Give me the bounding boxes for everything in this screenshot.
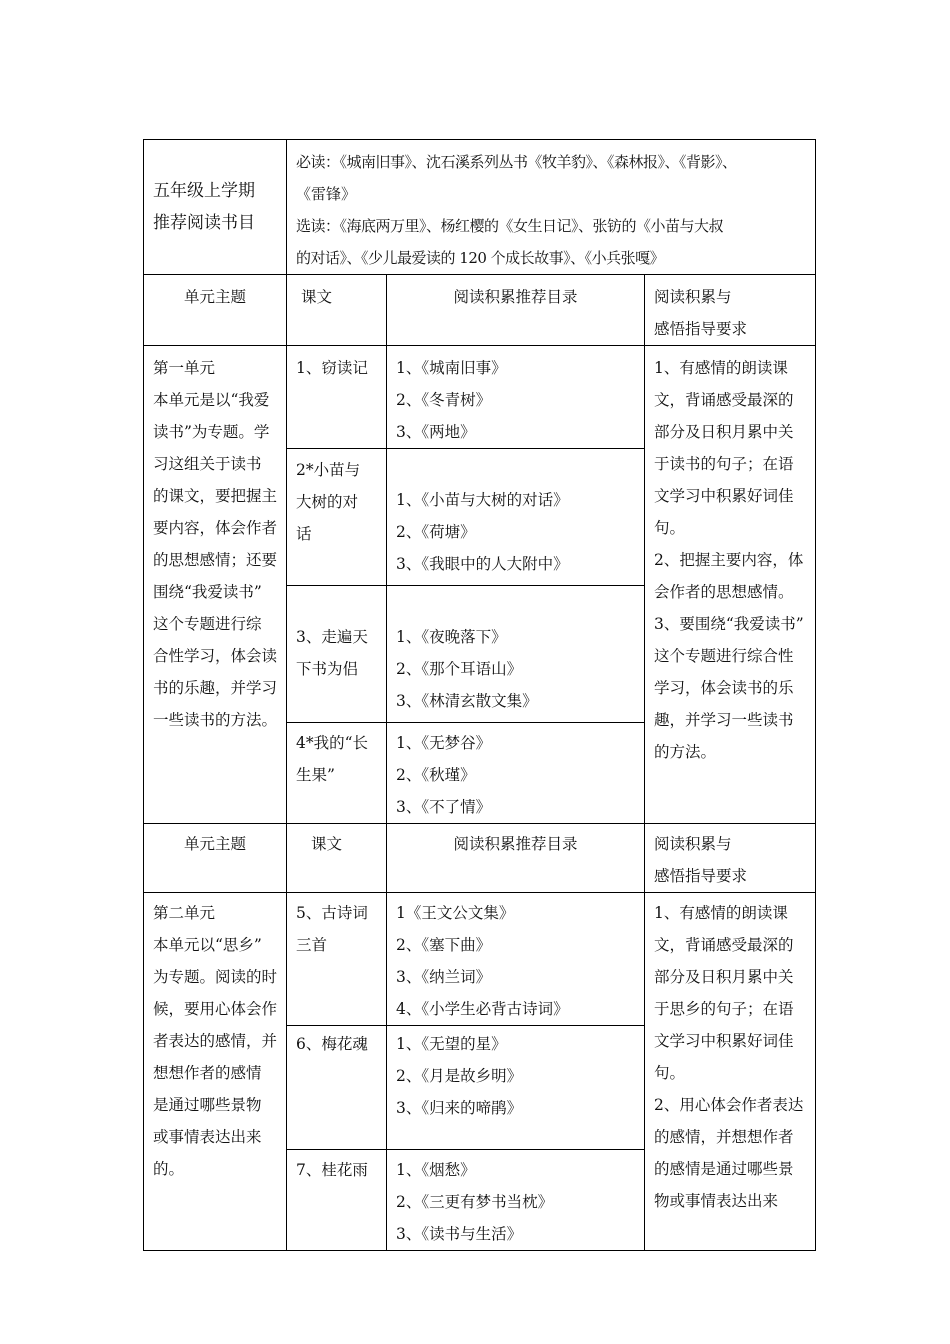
unit-theme-line: 是通过哪些景物 — [153, 1096, 262, 1114]
guide-line: 1、有感情的朗读课 — [654, 904, 788, 922]
unit-row — [144, 893, 816, 1026]
lesson-title-cell — [287, 723, 387, 824]
guide-line: 的方法。 — [654, 743, 717, 761]
lesson-title-cell — [287, 1150, 387, 1251]
guide-line: 2、把握主要内容，体 — [654, 551, 804, 569]
lesson-title-line: 5、古诗词 — [296, 904, 368, 922]
unit-theme-line: 一些读书的方法。 — [153, 711, 278, 729]
guide-line: 文学习中积累好词佳 — [654, 1032, 794, 1050]
recommended-books-cell — [287, 140, 816, 275]
required-reading-line: 必读：《城南旧事》、沈石溪系列丛书《牧羊豹》、《森林报》、《背影》、 — [296, 153, 737, 171]
unit-row — [144, 346, 816, 449]
col-header-guide-line: 感悟指导要求 — [654, 320, 748, 338]
guide-line: 文学习中积累好词佳 — [654, 487, 794, 505]
column-header-row — [144, 275, 816, 346]
lesson-title-line: 生果” — [296, 766, 335, 784]
lesson-books-cell — [387, 586, 645, 723]
book-item: 2、《三更有梦书当枕》 — [396, 1193, 554, 1211]
guide-line: 部分及日积月累中关 — [654, 423, 794, 441]
col-header-reading: 阅读积累推荐目录 — [387, 824, 645, 893]
col-header-guide — [645, 275, 816, 346]
guide-line: 这个专题进行综合性 — [654, 647, 794, 665]
optional-reading-line: 选读：《海底两万里》、杨红樱的《女生日记》、张钫的《小苗与大叔 — [296, 217, 724, 235]
guide-line: 1、有感情的朗读课 — [654, 359, 788, 377]
required-reading-line: 《雷锋》 — [296, 185, 357, 203]
book-item: 3、《两地》 — [396, 423, 476, 441]
unit-theme-line: 这个专题进行综 — [153, 615, 262, 633]
book-item: 4、《小学生必背古诗词》 — [396, 1000, 569, 1018]
book-item: 2、《荷塘》 — [396, 523, 476, 541]
lesson-title-line: 下书为侣 — [296, 660, 359, 678]
lesson-title-cell — [287, 346, 387, 449]
unit-theme-line: 的。 — [153, 1160, 185, 1178]
lesson-title-line: 3、走遍天 — [296, 628, 368, 646]
unit-theme-line: 或事情表达出来 — [153, 1128, 262, 1146]
unit-theme-line: 本单元是以“我爱 — [153, 391, 270, 409]
lesson-books-cell — [387, 1150, 645, 1251]
unit-theme-line: 想想作者的感情 — [153, 1064, 262, 1082]
lesson-title-line: 话 — [296, 525, 312, 543]
book-item: 3、《不了情》 — [396, 798, 492, 816]
book-item: 1、《城南旧事》 — [396, 359, 507, 377]
lesson-books-cell — [387, 346, 645, 449]
guide-line: 于思乡的句子；在语 — [654, 1000, 794, 1018]
guide-line: 会作者的思想感情。 — [654, 583, 794, 601]
lesson-title-cell — [287, 586, 387, 723]
unit-guide-cell — [645, 346, 816, 824]
lesson-title-line: 大树的对 — [296, 493, 359, 511]
unit-theme-cell — [144, 893, 287, 1251]
col-header-guide-line: 感悟指导要求 — [654, 867, 748, 885]
col-header-theme: 单元主题 — [144, 824, 287, 893]
book-item: 1、《夜晚落下》 — [396, 628, 507, 646]
header-row — [144, 140, 816, 275]
col-header-text: 课文 — [287, 824, 387, 893]
lesson-title-cell — [287, 1026, 387, 1150]
lesson-title-line: 4*我的“长 — [296, 734, 369, 752]
unit-theme-line: 候，要用心体会作 — [153, 1000, 278, 1018]
unit-theme-cell — [144, 346, 287, 824]
unit-theme-line: 者表达的感情，并 — [153, 1032, 278, 1050]
book-item: 1、《无梦谷》 — [396, 734, 492, 752]
book-item: 1《王文公文集》 — [396, 904, 515, 922]
book-item: 1、《小苗与大树的对话》 — [396, 491, 569, 509]
guide-line: 文，背诵感受最深的 — [654, 936, 794, 954]
guide-line: 于读书的句子；在语 — [654, 455, 794, 473]
guide-line: 句。 — [654, 1064, 686, 1082]
unit-theme-line: 为专题。阅读的时 — [153, 968, 278, 986]
lesson-title-line: 6、梅花魂 — [296, 1035, 368, 1053]
book-item: 2、《冬青树》 — [396, 391, 492, 409]
col-header-guide-line: 阅读积累与 — [654, 288, 732, 306]
unit-theme-line: 合性学习，体会读 — [153, 647, 278, 665]
book-item: 2、《秋瑾》 — [396, 766, 476, 784]
guide-line: 的感情，并想想作者 — [654, 1128, 794, 1146]
unit-theme-line: 书的乐趣，并学习 — [153, 679, 278, 697]
col-header-theme: 单元主题 — [144, 275, 287, 346]
guide-line: 文，背诵感受最深的 — [654, 391, 794, 409]
lesson-books-cell — [387, 893, 645, 1026]
book-item: 3、《读书与生活》 — [396, 1225, 523, 1243]
unit-guide-cell — [645, 893, 816, 1251]
lesson-title-line: 2*小苗与 — [296, 461, 361, 479]
unit-theme-line: 第一单元 — [153, 359, 216, 377]
lesson-books-cell — [387, 723, 645, 824]
unit-theme-line: 要内容，体会作者 — [153, 519, 278, 537]
unit-theme-line: 围绕“我爱读书” — [153, 583, 262, 601]
unit-theme-line: 的思想感情；还要 — [153, 551, 278, 569]
book-item: 2、《塞下曲》 — [396, 936, 492, 954]
guide-line: 3、要围绕“我爱读书” — [654, 615, 804, 633]
guide-line: 2、用心体会作者表达 — [654, 1096, 804, 1114]
book-item: 2、《月是故乡明》 — [396, 1067, 523, 1085]
guide-line: 学习，体会读书的乐 — [654, 679, 794, 697]
optional-reading-line: 的对话》、《少儿最爱读的 120 个成长故事》、《小兵张嘎》 — [296, 249, 665, 267]
unit-theme-line: 习这组关于读书 — [153, 455, 262, 473]
reading-table — [143, 139, 816, 1251]
book-item: 2、《那个耳语山》 — [396, 660, 523, 678]
col-header-reading: 阅读积累推荐目录 — [387, 275, 645, 346]
lesson-title-line: 三首 — [296, 936, 328, 954]
book-item: 3、《纳兰词》 — [396, 968, 492, 986]
guide-line: 的感情是通过哪些景 — [654, 1160, 794, 1178]
lesson-title-cell — [287, 893, 387, 1026]
grade-title-line: 推荐阅读书目 — [153, 213, 255, 233]
col-header-guide-line: 阅读积累与 — [654, 835, 732, 853]
book-item: 1、《烟愁》 — [396, 1161, 476, 1179]
book-item: 1、《无望的星》 — [396, 1035, 507, 1053]
guide-line: 句。 — [654, 519, 686, 537]
col-header-text: 课文 — [287, 275, 387, 346]
lesson-books-cell — [387, 449, 645, 586]
unit-theme-line: 本单元以“思乡” — [153, 936, 262, 954]
guide-line: 趣，并学习一些读书 — [654, 711, 794, 729]
lesson-title-line: 7、桂花雨 — [296, 1161, 368, 1179]
grade-title-line: 五年级上学期 — [153, 181, 255, 201]
book-item: 3、《林清玄散文集》 — [396, 692, 538, 710]
lesson-title-cell — [287, 449, 387, 586]
column-header-row — [144, 824, 816, 893]
lesson-title-line: 1、窃读记 — [296, 359, 368, 377]
unit-theme-line: 读书”为专题。学 — [153, 423, 270, 441]
book-item: 3、《归来的啼鹃》 — [396, 1099, 523, 1117]
unit-theme-line: 的课文，要把握主 — [153, 487, 278, 505]
lesson-books-cell — [387, 1026, 645, 1150]
guide-line: 物或事情表达出来 — [654, 1192, 779, 1210]
book-item: 3、《我眼中的人大附中》 — [396, 555, 569, 573]
reading-list-document — [143, 139, 816, 1251]
unit-theme-line: 第二单元 — [153, 904, 216, 922]
col-header-guide — [645, 824, 816, 893]
grade-title-cell — [144, 140, 287, 275]
guide-line: 部分及日积月累中关 — [654, 968, 794, 986]
